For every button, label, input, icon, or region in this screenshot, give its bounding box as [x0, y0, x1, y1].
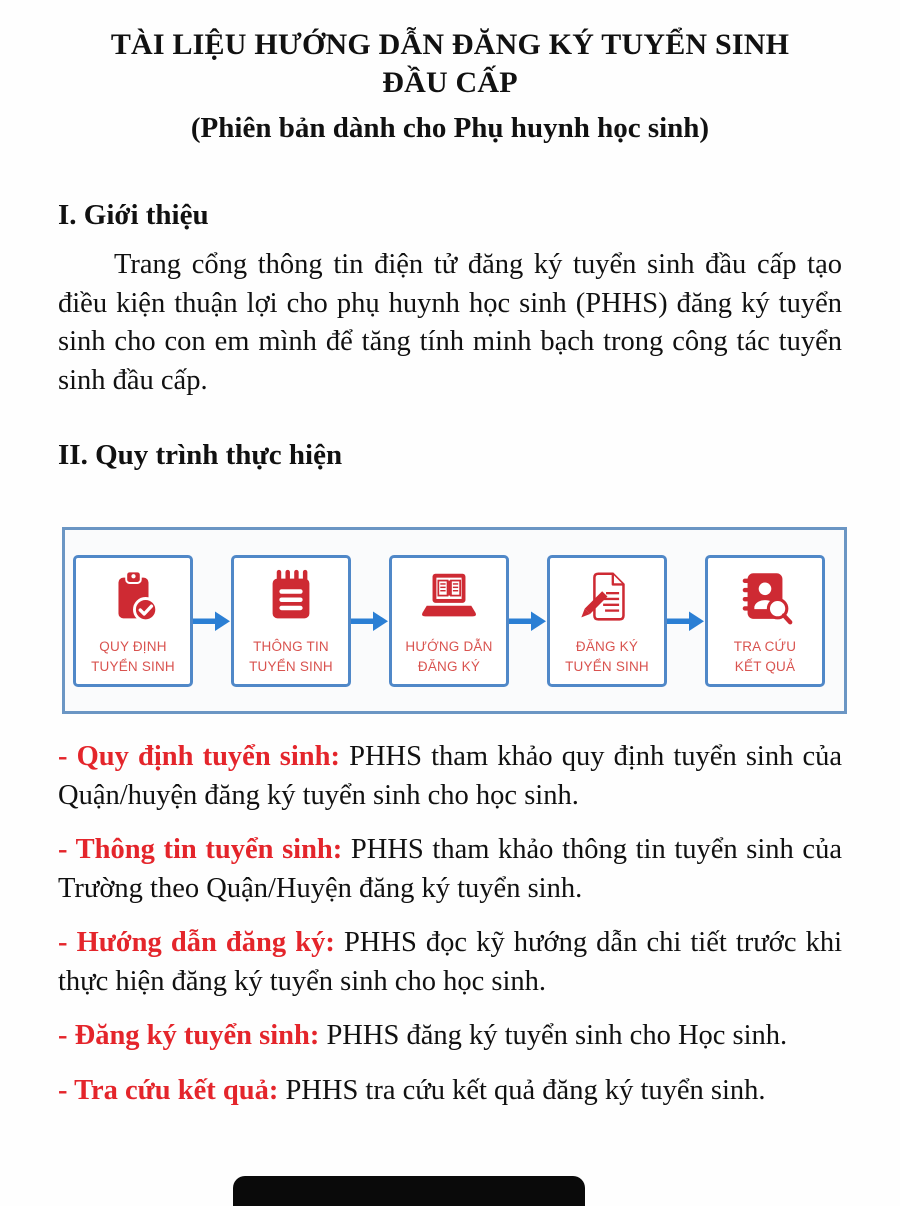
- bullet-huong-dan-dang-ky: [58, 924, 842, 1001]
- bullet-thong-tin-tuyen-sinh: [58, 831, 842, 908]
- process-flow-diagram: [62, 527, 847, 714]
- flow-arrow-icon: [667, 608, 705, 634]
- step-label-line2: TUYỂN SINH: [91, 658, 175, 674]
- step-descriptions: [58, 738, 842, 1110]
- flow-arrow-icon: [351, 608, 389, 634]
- bullet-dang-ky-tuyen-sinh: [58, 1017, 842, 1056]
- step-label-line1: ĐĂNG KÝ: [575, 638, 639, 654]
- step-label-line1: HƯỚNG DẪN: [405, 638, 493, 654]
- step-box-dang-ky-tuyen-sinh: [547, 555, 667, 687]
- step-label-line1: TRA CỨU: [733, 638, 797, 654]
- intro-paragraph: Trang cổng thông tin điện tử đăng ký tuyển sinh đầu cấp tạo điều kiện thuận lợi cho phụ huynh học sinh (PHHS) đăng ký tuyển sinh cho con em mình để tăng tính minh bạch trong công tác tuyển sinh đầu cấp.: [58, 249, 842, 396]
- step-label-line2: TUYỂN SINH: [249, 658, 333, 674]
- bullet-tra-cuu-ket-qua: [58, 1072, 842, 1111]
- bullet-lead: - Quy định tuyển sinh:: [58, 741, 340, 772]
- bullet-quy-dinh-tuyen-sinh: [58, 738, 842, 815]
- section-heading-intro: I. Giới thiệu: [58, 199, 209, 231]
- bullet-lead: - Hướng dẫn đăng ký:: [58, 927, 335, 958]
- step-label: [249, 637, 333, 677]
- contact-search-icon: [734, 567, 796, 629]
- clipboard-check-icon: [102, 567, 164, 629]
- bullet-text: PHHS đăng ký tuyển sinh cho Học sinh.: [319, 1020, 788, 1051]
- page-title-line1: TÀI LIỆU HƯỚNG DẪN ĐĂNG KÝ TUYỂN SINH: [110, 28, 790, 61]
- step-label: [91, 637, 175, 677]
- step-box-quy-dinh-tuyen-sinh: [73, 555, 193, 687]
- step-label-line1: QUY ĐỊNH: [99, 638, 167, 654]
- step-label: [405, 637, 492, 677]
- document-pencil-icon: [576, 567, 638, 629]
- step-box-thong-tin-tuyen-sinh: [231, 555, 351, 687]
- flow-arrow-icon: [193, 608, 231, 634]
- page-title-line2: ĐẦU CẤP: [382, 66, 518, 99]
- step-label-line2: KẾT QUẢ: [734, 658, 796, 674]
- bullet-text: PHHS tra cứu kết quả đăng ký tuyển sinh.: [278, 1074, 766, 1106]
- bullet-text: PHHS tham khảo quy định tuyển sinh của Quận/huyện đăng ký tuyển sinh cho học sinh.: [58, 741, 842, 811]
- step-label: [565, 637, 649, 677]
- bullet-lead: - Thông tin tuyển sinh:: [58, 834, 343, 865]
- bullet-text: PHHS đọc kỹ hướng dẫn chi tiết trước khi thực hiện đăng ký tuyển sinh cho học sinh.: [58, 927, 842, 997]
- bullet-text: PHHS tham khảo thông tin tuyển sinh của Trường theo Quận/Huyện đăng ký tuyển sinh.: [58, 834, 842, 904]
- step-label-line2: TUYỂN SINH: [565, 658, 649, 674]
- bullet-lead: - Đăng ký tuyển sinh:: [58, 1020, 320, 1051]
- step-box-tra-cuu-ket-qua: [705, 555, 825, 687]
- laptop-book-icon: [418, 567, 480, 629]
- step-label-line2: ĐĂNG KÝ: [417, 658, 481, 674]
- bullet-lead: - Tra cứu kết quả:: [58, 1074, 279, 1106]
- section-heading-process: II. Quy trình thực hiện: [58, 439, 343, 471]
- notepad-icon: [260, 567, 322, 629]
- step-label-line1: THÔNG TIN: [253, 638, 329, 654]
- page-subtitle: (Phiên bản dành cho Phụ huynh học sinh): [190, 112, 710, 144]
- flow-arrow-icon: [509, 608, 547, 634]
- step-box-huong-dan-dang-ky: [389, 555, 509, 687]
- step-label: [734, 637, 796, 677]
- cutoff-black-panel: [233, 1176, 585, 1206]
- page-title: [58, 26, 842, 102]
